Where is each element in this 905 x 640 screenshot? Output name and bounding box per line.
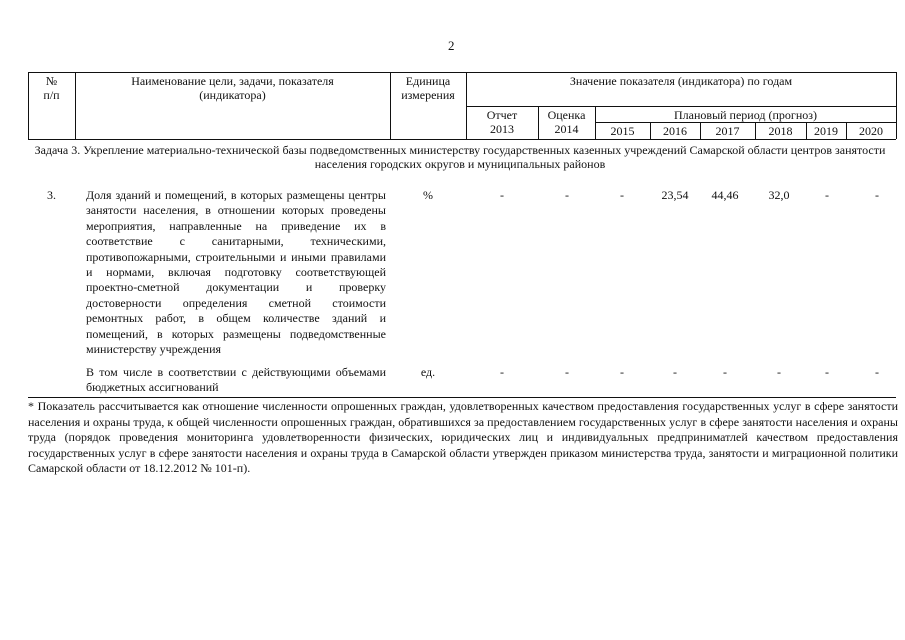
header-num: № п/п [43,74,60,102]
header-year-2019: 2019 [814,124,838,138]
table-header-bottom [28,139,896,140]
header-unit: Единица измерения [401,74,455,102]
row-1-value-2019: - [825,188,829,202]
table-subheader-line [466,106,896,107]
row-2-value-2017: - [723,365,727,379]
row-1-num: 3. [47,188,56,202]
row-2-value-2015: - [620,365,624,379]
row-2-value-2013: - [500,365,504,379]
row-1-value-2014: - [565,188,569,202]
row-1-value-2013: - [500,188,504,202]
row-1-name: Доля зданий и помещений, в которых размещены центры занятости населения, в отношении которых проведены мероприятия, направленные на приведение их в соответствие с санитарными, техническими, противопожарными, строительными и иными правилами и нормами, включая подготовку соответствующей проектно-сметной документации и проверку достоверности определения сметной стоимости ремонтных работ, в общем количестве зданий и помещений, в которых размещены подведомственные министерству учреждения [86,188,386,357]
page-number: 2 [448,38,455,53]
table-planned-line [595,122,896,123]
header-values-title: Значение показателя (индикатора) по годам [569,74,793,88]
row-2-value-2016: - [673,365,677,379]
row-2-value-2014: - [565,365,569,379]
row-2-value-2019: - [825,365,829,379]
row-1-value-2018: 32,0 [768,188,790,202]
header-year-2015: 2015 [610,124,635,138]
row-1-unit: % [423,188,433,202]
row-1-value-2016: 23,54 [661,188,689,202]
task-title: Задача 3. Укрепление материально-технической базы подведомственных министерству государственных казенных учреждений Самарской области центров занятости населения городских округов и муниципальных районов [34,143,886,171]
row-2-value-2018: - [777,365,781,379]
row-1-value-2020: - [875,188,879,202]
header-year-2018: 2018 [768,124,793,138]
row-2-unit: ед. [420,365,436,379]
row-1-value-2017: 44,46 [711,188,739,202]
header-planned: Плановый период (прогноз) [674,108,817,122]
footnote: * Показатель рассчитывается как отношение численности опрошенных граждан, удовлетворенных качеством предоставления государственных услуг в сфере занятости населения и охраны труда, к общей численности опрошенных граждан, обратившихся за предоставлением государственных услуг в сфере занятости населения и охраны труда (порядок проведения мониторинга удовлетворенности физических, юридических лиц и индивидуальных предприниматлей качеством предоставления государственных услуг в сфере занятости населения и охраны труда в Самарской области утвержден приказом министерства труда, занятости и миграционной политики Самарской области от 18.12.2012 № 101-п). [28,399,898,475]
table-top-border [28,72,896,73]
header-year-2016: 2016 [663,124,687,138]
header-name: Наименование цели, задачи, показателя (индикатора) [131,74,334,102]
row-1-value-2015: - [620,188,624,202]
row-2-name: В том числе в соответствии с действующими объемами бюджетных ассигнований [86,365,386,395]
table-right-border [896,72,897,139]
header-year-2020: 2020 [859,124,883,138]
header-year-2017: 2017 [715,124,740,138]
footnote-separator [28,397,896,398]
row-2-value-2020: - [875,365,879,379]
header-report: Отчет 2013 [486,108,518,136]
header-estimate: Оценка 2014 [547,108,586,136]
